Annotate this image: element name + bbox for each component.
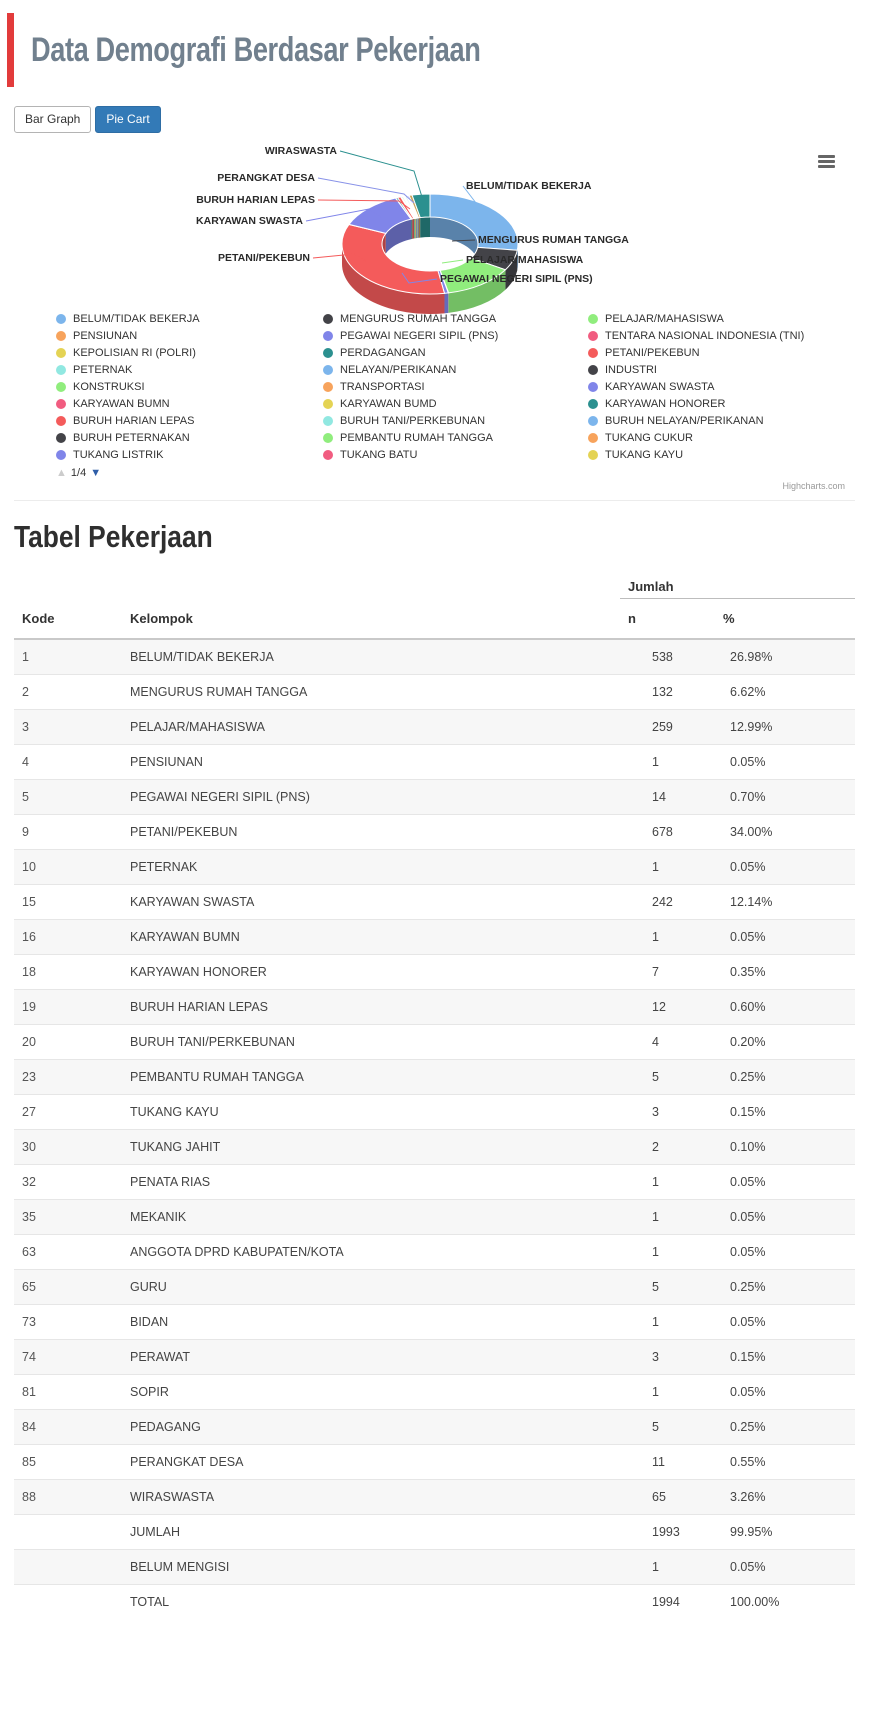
legend-label: BURUH TANI/PERKEBUNAN [340,415,486,428]
cell-kelompok: KARYAWAN HONORER [122,954,620,989]
cell-kelompok: PEDAGANG [122,1409,620,1444]
legend-dot-icon [588,382,598,392]
cell-kode: 5 [14,779,122,814]
slice-label: PEGAWAI NEGERI SIPIL (PNS) [440,272,593,285]
pie-slice-inner-wall [420,217,430,238]
legend-label: KONSTRUKSI [73,381,145,394]
cell-kelompok: PELAJAR/MAHASISWA [122,709,620,744]
table-row [14,1374,855,1409]
legend-dot-icon [323,416,333,426]
table-row [14,1269,855,1304]
table-row [14,919,855,954]
cell-n: 1993 [620,1514,715,1549]
cell-pct: 12.99% [715,709,855,744]
cell-pct: 0.05% [715,1234,855,1269]
cell-kode: 35 [14,1199,122,1234]
legend-item[interactable] [323,313,588,326]
legend-up-arrow-icon[interactable]: ▲ [56,466,67,479]
table-row [14,1199,855,1234]
slice-label: BURUH HARIAN LEPAS [196,193,315,206]
chart-panel [14,141,855,501]
legend-dot-icon [588,331,598,341]
cell-n: 3 [620,1094,715,1129]
page-title: Data Demografi Berdasar Pekerjaan [31,30,481,69]
cell-pct: 0.05% [715,1199,855,1234]
cell-kelompok: MENGURUS RUMAH TANGGA [122,674,620,709]
legend-down-arrow-icon[interactable]: ▼ [90,466,102,479]
legend-item[interactable] [56,432,323,445]
cell-kode: 73 [14,1304,122,1339]
legend-label: BELUM/TIDAK BEKERJA [73,313,200,326]
cell-kelompok: WIRASWASTA [122,1479,620,1514]
highcharts-credits-link[interactable]: Highcharts.com [782,480,845,491]
cell-n: 7 [620,954,715,989]
table-row [14,1094,855,1129]
cell-kode: 85 [14,1444,122,1479]
cell-pct: 0.35% [715,954,855,989]
cell-kode: 23 [14,1059,122,1094]
cell-kelompok: PERANGKAT DESA [122,1444,620,1479]
cell-n: 538 [652,649,673,664]
legend-item[interactable] [588,398,847,411]
cell-kode: 27 [14,1094,122,1129]
legend-dot-icon [56,433,66,443]
legend-label: KARYAWAN BUMD [340,398,437,411]
legend-item[interactable] [588,330,847,343]
cell-kode: 3 [14,709,122,744]
legend-dot-icon [323,331,333,341]
cell-n: 14 [620,779,715,814]
table-row [14,1164,855,1199]
cell-kode: 74 [14,1339,122,1374]
cell-pct: 100.00% [715,1584,855,1619]
cell-pct: 0.25% [715,1059,855,1094]
legend-dot-icon [323,314,333,324]
legend-dot-icon [588,450,598,460]
table-row [14,744,855,779]
legend-label: KEPOLISIAN RI (POLRI) [73,347,196,360]
group-header-row [14,565,855,599]
group-header-spacer [14,565,620,599]
legend-dot-icon [56,348,66,358]
cell-n: 132 [620,674,715,709]
cell-pct: 0.05% [715,1549,855,1584]
bar-graph-button[interactable]: Bar Graph [14,106,91,133]
legend-item[interactable] [588,432,847,445]
cell-kode [14,1584,122,1619]
slice-label: PELAJAR/MAHASISWA [466,253,584,266]
cell-kelompok: MEKANIK [122,1199,620,1234]
legend-item[interactable] [588,313,847,326]
pie-slice-inner-wall [414,218,415,238]
cell-kelompok: PEMBANTU RUMAH TANGGA [122,1059,620,1094]
legend-label: BURUH NELAYAN/PERIKANAN [605,415,764,428]
cell-kode: 10 [14,849,122,884]
cell-kelompok: KARYAWAN BUMN [122,919,620,954]
cell-n: 1 [620,1234,715,1269]
legend-label: BURUH PETERNAKAN [73,432,190,445]
legend-dot-icon [56,314,66,324]
cell-kode: 2 [14,674,122,709]
cell-kelompok: PENATA RIAS [122,1164,620,1199]
legend-item[interactable] [56,364,323,377]
pie-slice-inner-wall [415,218,416,238]
cell-kode: 81 [14,1374,122,1409]
slice-label: WIRASWASTA [264,144,337,157]
cell-kode [14,1549,122,1584]
cell-pct: 0.10% [715,1129,855,1164]
cell-kode: 30 [14,1129,122,1164]
legend-item[interactable] [588,347,847,360]
legend-label: KARYAWAN SWASTA [605,381,715,394]
hamburger-icon [818,155,835,168]
cell-n: 1 [620,849,715,884]
legend-item[interactable] [56,449,323,462]
legend-item[interactable] [323,330,588,343]
cell-kelompok: KARYAWAN SWASTA [122,884,620,919]
cell-kode: 20 [14,1024,122,1059]
legend-dot-icon [56,416,66,426]
table-row [14,709,855,744]
cell-pct: 0.15% [715,1094,855,1129]
cell-kelompok: PERAWAT [122,1339,620,1374]
cell-n: 3 [620,1339,715,1374]
cell-n: 1994 [620,1584,715,1619]
legend-item[interactable] [323,432,588,445]
cell-kelompok: BIDAN [122,1304,620,1339]
table-row [14,849,855,884]
cell-n: 678 [620,814,715,849]
cell-n: 1 [620,1164,715,1199]
legend-dot-icon [588,314,598,324]
table-row [14,1129,855,1164]
page-header [7,10,869,90]
cell-pct: 0.20% [715,1024,855,1059]
legend-dot-icon [323,348,333,358]
table-title: Tabel Pekerjaan [14,518,213,554]
legend-label: TUKANG BATU [340,449,418,462]
cell-kode: 63 [14,1234,122,1269]
cell-pct: 0.05% [715,919,855,954]
cell-n: 1 [620,744,715,779]
legend-dot-icon [323,433,333,443]
table-row [14,1304,855,1339]
table-row [14,1024,855,1059]
cell-pct: 0.05% [715,744,855,779]
column-header-kode: Kode [14,598,122,639]
legend-label: TUKANG CUKUR [605,432,694,445]
cell-kode: 16 [14,919,122,954]
legend-label: PETANI/PEKEBUN [605,347,700,360]
cell-n: 2 [620,1129,715,1164]
cell-kelompok: TUKANG JAHIT [122,1129,620,1164]
column-header-pct: % [715,598,855,639]
cell-n: 259 [620,709,715,744]
legend-dot-icon [588,399,598,409]
table-row [14,1409,855,1444]
cell-pct: 34.00% [715,814,855,849]
legend-item[interactable] [588,364,847,377]
table-row [14,1584,855,1619]
legend-label: TENTARA NASIONAL INDONESIA (TNI) [605,330,805,343]
cell-n: 1 [620,919,715,954]
table-row [14,674,855,709]
table-row [14,884,855,919]
cell-kode: 65 [14,1269,122,1304]
cell-n: 5 [620,1409,715,1444]
cell-kelompok: JUMLAH [122,1514,620,1549]
legend-label: TUKANG LISTRIK [73,449,164,462]
table-row [14,1444,855,1479]
legend-item[interactable] [588,449,847,462]
slice-connector [442,260,463,263]
cell-kode: 1 [22,649,29,664]
cell-n: 4 [620,1024,715,1059]
table-row [14,1339,855,1374]
legend-page-indicator: 1/4 [70,466,87,479]
column-header-n: n [620,598,715,639]
legend-item[interactable] [588,415,847,428]
table-row [14,1514,855,1549]
cell-n: 1 [620,1549,715,1584]
cell-kode: 15 [14,884,122,919]
legend-item[interactable] [588,381,847,394]
cell-kelompok: PETERNAK [122,849,620,884]
legend-item[interactable] [56,330,323,343]
cell-kelompok: TOTAL [122,1584,620,1619]
pie-slice-inner-wall [419,217,421,237]
cell-pct: 0.05% [715,1304,855,1339]
legend-dot-icon [323,365,333,375]
slice-label: MENGURUS RUMAH TANGGA [478,233,629,246]
legend-label: PELAJAR/MAHASISWA [605,313,724,326]
legend-dot-icon [56,331,66,341]
cell-pct: 3.26% [715,1479,855,1514]
legend-label: PEMBANTU RUMAH TANGGA [340,432,493,445]
pie-chart-button[interactable]: Pie Cart [95,106,160,133]
legend-item[interactable] [56,347,323,360]
table-row [14,814,855,849]
legend-label: PETERNAK [73,364,133,377]
legend-label: MENGURUS RUMAH TANGGA [340,313,497,326]
cell-n: 5 [620,1269,715,1304]
legend-label: BURUH HARIAN LEPAS [73,415,195,428]
legend-item[interactable] [56,415,323,428]
cell-pct: 0.60% [715,989,855,1024]
legend-dot-icon [588,365,598,375]
legend-wrap [56,313,847,479]
legend-dot-icon [323,450,333,460]
cell-pct: 0.25% [715,1409,855,1444]
legend-item[interactable] [323,381,588,394]
table-row [14,989,855,1024]
cell-pct: 0.05% [715,1374,855,1409]
cell-kode: 19 [14,989,122,1024]
cell-n: 1 [620,1304,715,1339]
legend-dot-icon [56,399,66,409]
table-row [14,1059,855,1094]
legend-label: TUKANG KAYU [605,449,684,462]
legend-item[interactable] [56,381,323,394]
pie-slice-inner-wall [418,218,419,238]
red-accent-bar [7,13,14,87]
cell-kode: 9 [14,814,122,849]
chart-type-toolbar [14,106,869,133]
legend-label: KARYAWAN BUMN [73,398,170,411]
legend-dot-icon [323,399,333,409]
group-header-jumlah: Jumlah [620,565,855,599]
cell-pct: 26.98% [730,649,773,664]
pie-slice-inner-wall [412,218,414,238]
cell-n: 242 [620,884,715,919]
cell-kode: 88 [14,1479,122,1514]
cell-pct: 0.25% [715,1269,855,1304]
legend-pagination [56,467,847,479]
legend-item[interactable] [56,313,323,326]
legend-label: KARYAWAN HONORER [605,398,726,411]
legend-item[interactable] [323,364,588,377]
legend-dot-icon [588,433,598,443]
cell-kelompok: BURUH TANI/PERKEBUNAN [122,1024,620,1059]
legend-dot-icon [588,348,598,358]
cell-kelompok: PETANI/PEKEBUN [122,814,620,849]
table-row [14,954,855,989]
cell-pct: 0.70% [715,779,855,814]
legend-label: INDUSTRI [605,364,657,377]
cell-kelompok: GURU [122,1269,620,1304]
column-header-kelompok: Kelompok [122,598,620,639]
cell-kelompok: BELUM MENGISI [122,1549,620,1584]
legend-dot-icon [323,382,333,392]
column-header-row [14,598,855,639]
cell-pct: 12.14% [715,884,855,919]
table-row [14,1234,855,1269]
legend-item[interactable] [323,398,588,411]
cell-pct: 0.05% [715,849,855,884]
cell-kelompok: ANGGOTA DPRD KABUPATEN/KOTA [122,1234,620,1269]
legend-item[interactable] [323,347,588,360]
legend-label: PENSIUNAN [73,330,138,343]
cell-n: 65 [620,1479,715,1514]
pekerjaan-table [14,565,855,1619]
legend-dot-icon [56,365,66,375]
cell-kelompok: SOPIR [122,1374,620,1409]
cell-pct: 0.55% [715,1444,855,1479]
cell-pct: 0.15% [715,1339,855,1374]
cell-n: 1 [620,1374,715,1409]
cell-n: 1 [620,1199,715,1234]
slice-label: PETANI/PEKEBUN [218,251,310,264]
legend-item[interactable] [56,398,323,411]
cell-n: 12 [620,989,715,1024]
legend-item[interactable] [323,415,588,428]
legend-dot-icon [56,450,66,460]
cell-pct: 0.05% [715,1164,855,1199]
cell-kode [14,1514,122,1549]
legend [56,313,847,462]
cell-kelompok: TUKANG KAYU [122,1094,620,1129]
cell-pct: 99.95% [715,1514,855,1549]
cell-kelompok: BURUH HARIAN LEPAS [122,989,620,1024]
table-row [14,639,855,675]
cell-kode: 18 [14,954,122,989]
legend-item[interactable] [323,449,588,462]
cell-kode: 84 [14,1409,122,1444]
cell-kode: 32 [14,1164,122,1199]
slice-label: PERANGKAT DESA [217,171,315,184]
table-body [14,639,855,1619]
legend-label: PEGAWAI NEGERI SIPIL (PNS) [340,330,499,343]
table-row [14,1479,855,1514]
cell-kelompok: PENSIUNAN [122,744,620,779]
pie-slice-side [444,293,448,313]
legend-dot-icon [588,416,598,426]
cell-n: 11 [620,1444,715,1479]
cell-kelompok: PEGAWAI NEGERI SIPIL (PNS) [122,779,620,814]
chart-context-menu-button[interactable] [814,149,839,174]
slice-label: BELUM/TIDAK BEKERJA [466,179,592,192]
slice-label: KARYAWAN SWASTA [196,214,303,227]
legend-label: PERDAGANGAN [340,347,426,360]
cell-n: 5 [620,1059,715,1094]
legend-dot-icon [56,382,66,392]
legend-label: TRANSPORTASI [340,381,425,394]
table-row [14,1549,855,1584]
cell-pct: 6.62% [715,674,855,709]
cell-kode: 4 [14,744,122,779]
pie-slice-inner-wall [411,219,412,239]
legend-label: NELAYAN/PERIKANAN [340,364,457,377]
table-row [14,779,855,814]
pie-slice-inner-wall [416,218,417,238]
cell-kelompok: BELUM/TIDAK BEKERJA [130,649,274,664]
